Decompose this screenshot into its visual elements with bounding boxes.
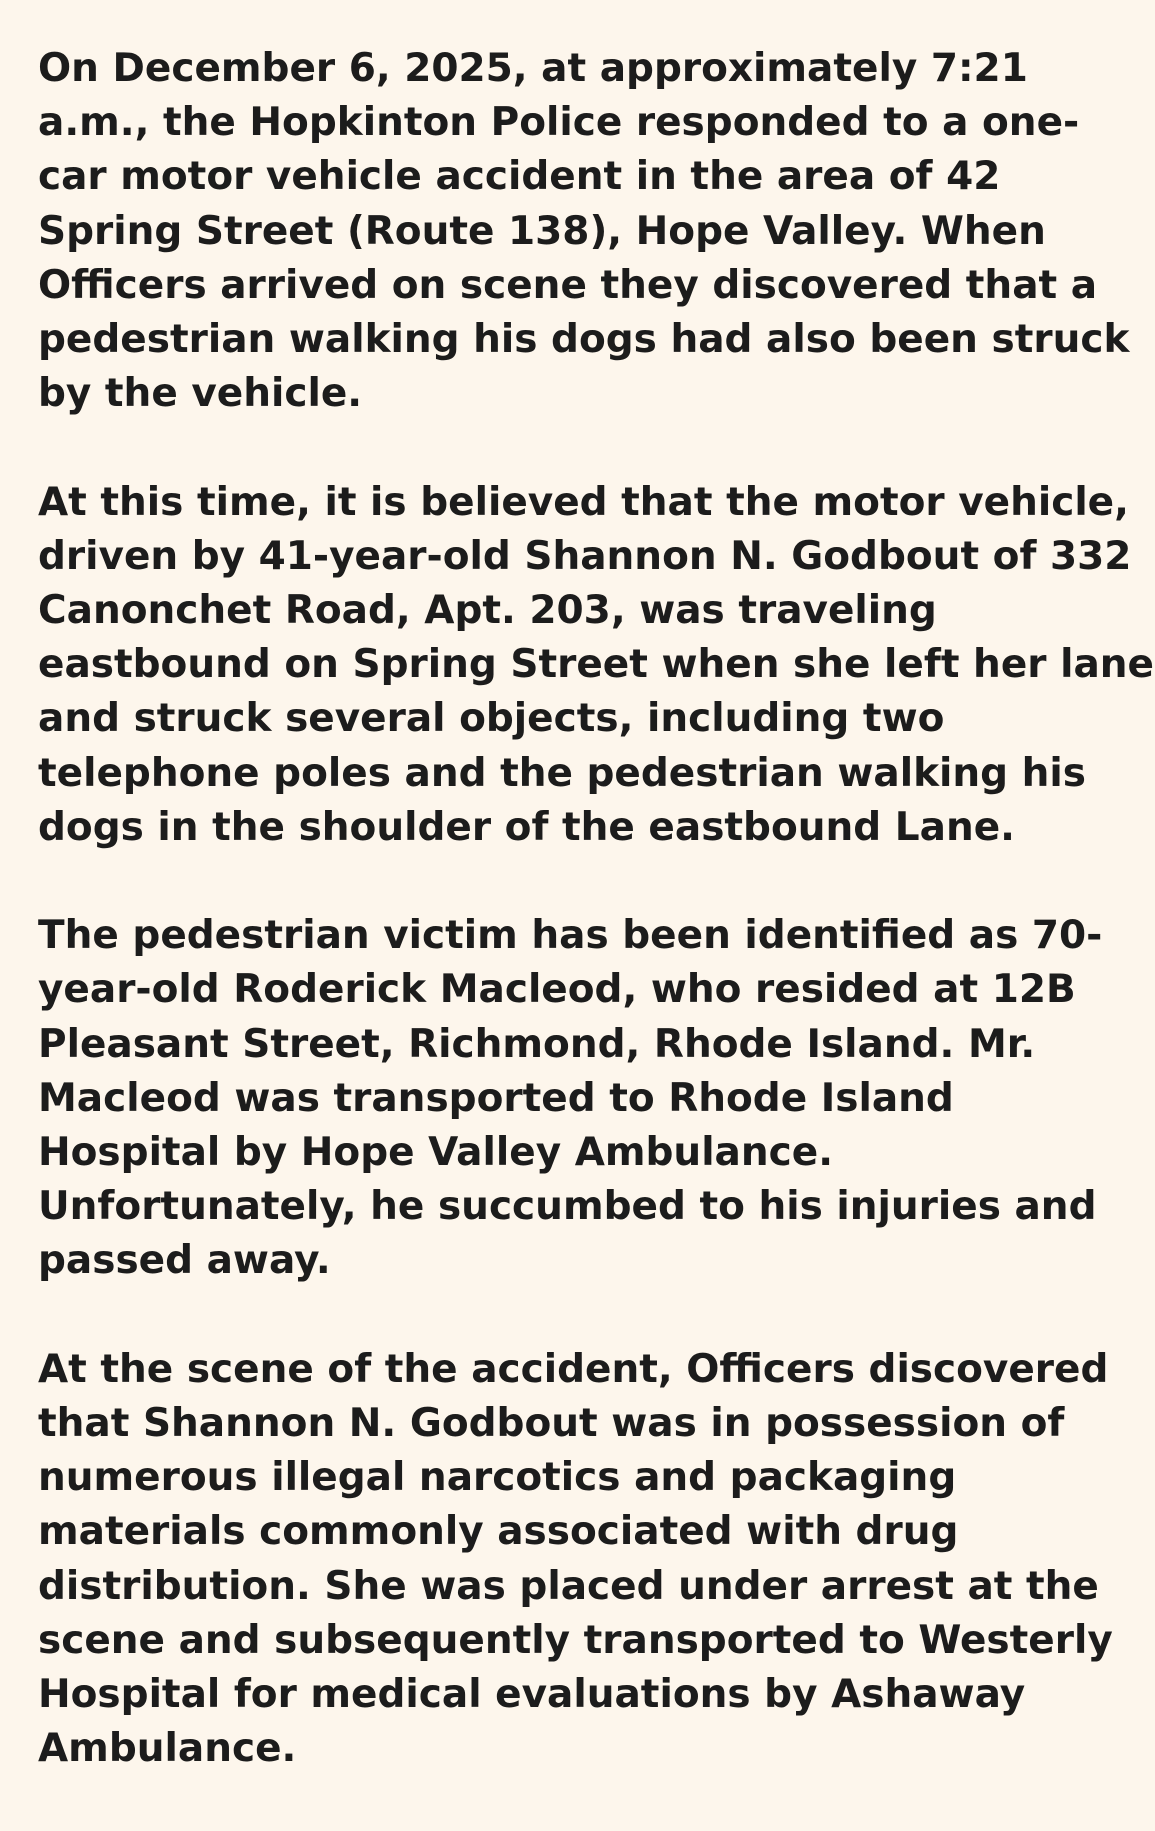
paragraph-1 (38, 42, 1138, 421)
text-line: a.m., the Hopkinton Police responded to a one- (38, 100, 1080, 146)
paragraph-4 (38, 1343, 1138, 1777)
text-line: by the vehicle. (38, 371, 363, 417)
text-line: The pedestrian victim has been identified as 70- (38, 913, 1103, 959)
text-line: that Shannon N. Godbout was in possession of (38, 1401, 1065, 1447)
text-line: On December 6, 2025, at approximately 7:21 (38, 46, 1028, 91)
text-line: Ambulance. (38, 1726, 297, 1772)
text-line: eastbound on Spring Street when she left her lane (38, 642, 1154, 688)
text-line: distribution. She was placed under arrest at the (38, 1563, 1099, 1609)
text-line: At this time, it is believed that the motor vehicle, (38, 479, 1129, 525)
text-line: Unfortunately, he succumbed to his injuries and (38, 1184, 1097, 1230)
text-line: Macleod was transported to Rhode Island (38, 1075, 954, 1121)
text-line: scene and subsequently transported to Westerly (38, 1617, 1113, 1663)
text-line: and struck several objects, including two (38, 696, 945, 742)
text-line: passed away. (38, 1238, 331, 1284)
text-line: Hospital by Hope Valley Ambulance. (38, 1130, 834, 1176)
text-line: driven by 41-year-old Shannon N. Godbout of 332 (38, 533, 1132, 579)
text-line: dogs in the shoulder of the eastbound Lane. (38, 804, 1015, 850)
text-line: year-old Roderick Macleod, who resided at 12B (38, 967, 1076, 1013)
text-line: Officers arrived on scene they discovered that a (38, 262, 1098, 308)
document-body (38, 42, 1154, 1831)
text-line: Spring Street (Route 138), Hope Valley. When (38, 208, 1046, 254)
text-line: numerous illegal narcotics and packaging (38, 1455, 957, 1501)
text-line: telephone poles and the pedestrian walking his (38, 750, 1086, 796)
text-line: materials commonly associated with drug (38, 1509, 959, 1555)
text-line: At the scene of the accident, Officers discovered (38, 1346, 1109, 1392)
paragraph-2 (38, 476, 1154, 855)
paragraph-3 (38, 909, 1138, 1288)
text-line: Canonchet Road, Apt. 203, was traveling (38, 588, 937, 634)
text-line: car motor vehicle accident in the area of 42 (38, 154, 1001, 200)
text-line: Hospital for medical evaluations by Ashaway (38, 1672, 1026, 1718)
text-line: Pleasant Street, Richmond, Rhode Island. Mr. (38, 1021, 1036, 1067)
text-line: pedestrian walking his dogs had also been struck (38, 317, 1130, 363)
